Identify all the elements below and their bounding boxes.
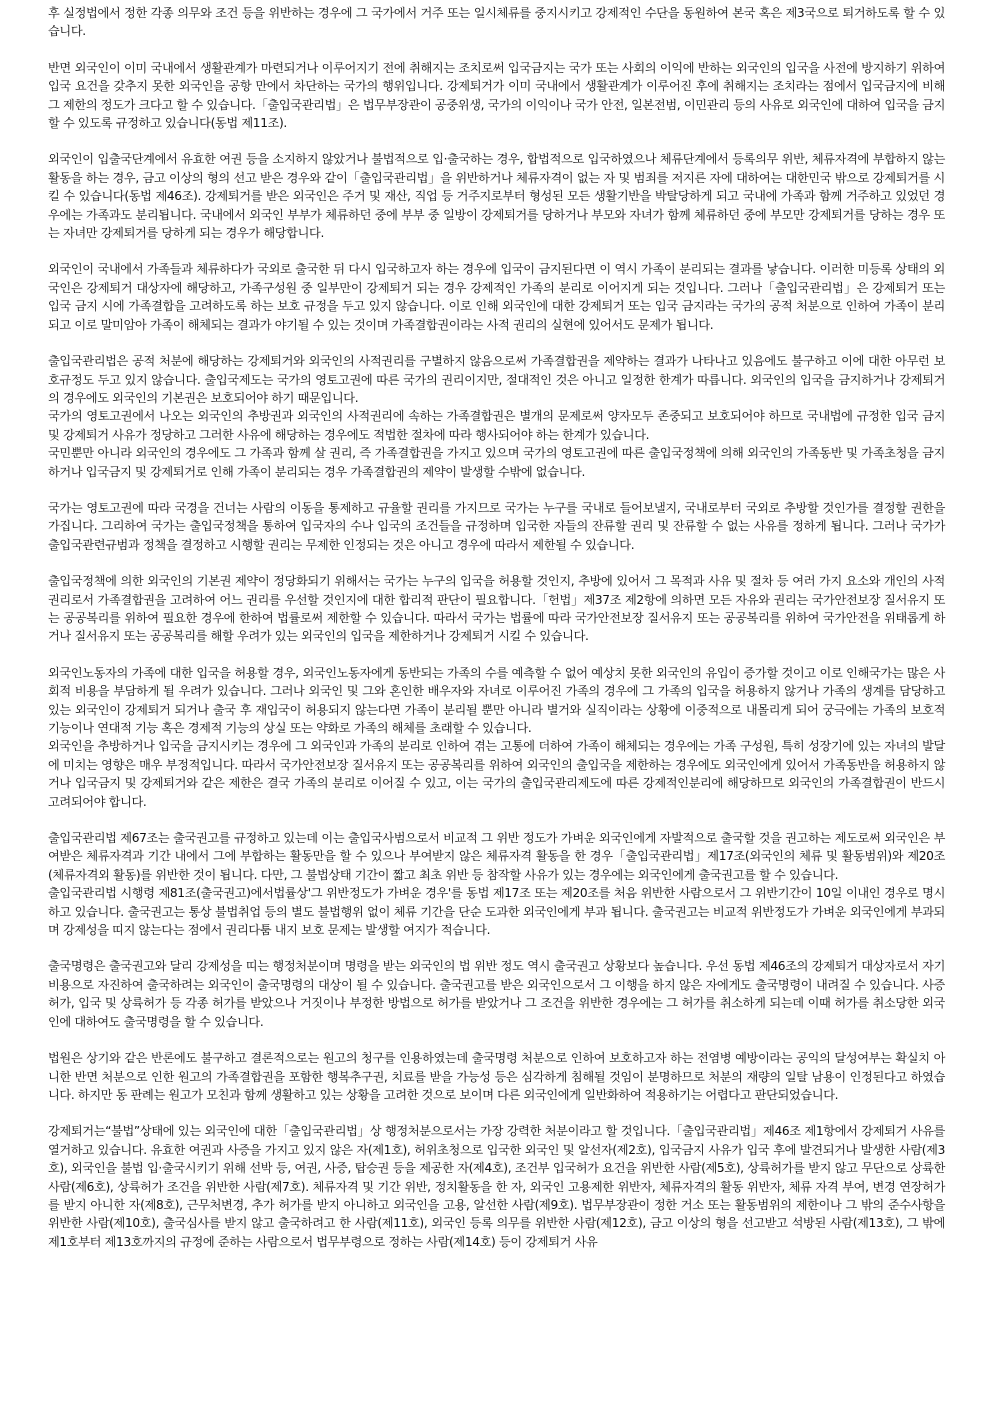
- document-body: [48, 4, 945, 1251]
- body-paragraph: 출입국관리법 제67조는 출국권고를 규정하고 있는데 이는 출입국사범으로서 비교적 그 위반 정도가 가벼운 외국인에게 자발적으로 출국할 것을 권고하는 제도로써 외국인은 부여받은 체류자격과 기간 내에서 그에 부합하는 활동만을 할 수 있으나 부여받지 않은 체류자격 활동을 한 경우「출입국관리법」제17조(외국인의 체류 및 활동범위)와 제20조(체류자격외 활동)를 위반한 것이 됩니다. 다만, 그 불법상태 기간이 짧고 최초 위반 등 참작할 사유가 있는 경우에는 외국인에게 출국권고를 할 수 있습니다.: [48, 831, 945, 882]
- body-paragraph: 반면 외국인이 이미 국내에서 생활관계가 마련되거나 이루어지기 전에 취해지는 조치로써 입국금지는 국가 또는 사회의 이익에 반하는 외국인의 입국을 사전에 방지하기 위하여 입국 요건을 갖추지 못한 외국인을 공항 만에서 차단하는 국가의 행위입니다. 강제퇴거가 이미 국내에서 생활관계가 이루어진 후에 취해지는 조치라는 점에서 입국금지에 비해 그 제한의 정도가 크다고 할 수 있습니다.「출입국관리법」은 법무부장관이 공중위생, 국가의 이익이나 국가 안전, 일본전범, 이민관리 등의 사유로 외국인에 대하여 입국을 금지할 수 있도록 규정하고 있습니다(동법 제11조).: [48, 60, 945, 131]
- body-paragraph: 외국인을 추방하거나 입국을 금지시키는 경우에 그 외국인과 가족의 분리로 인하여 겪는 고통에 더하여 가족이 해체되는 경우에는 가족 구성원, 특히 성장기에 있는 자녀의 발달에 미치는 영향은 매우 부정적입니다. 따라서 국가안전보장 질서유지 또는 공공복리를 위하여 외국인의 출입국을 제한하는 경우에도 외국인에게 있어서 가족동반을 허용하지 않거나 입국금지 및 강제퇴거와 같은 제한은 결국 가족의 분리로 이어질 수 있고, 이는 국가의 출입국관리제도에 따른 강제적인분리에 해당하므로 외국인의 가족결합권이 반드시 고려되어야 합니다.: [48, 739, 945, 809]
- body-paragraph: 법원은 상기와 같은 반론에도 불구하고 결론적으로는 원고의 청구를 인용하였는데 출국명령 처분으로 인하여 보호하고자 하는 전염병 예방이라는 공익의 달성여부는 확실치 아니한 반면 처분으로 인한 원고의 가족결합권을 포함한 행복추구권, 치료를 받을 가능성 등은 심각하게 침해될 것임이 분명하므로 처분의 재량의 일탈 남용이 인정된다고 하였습니다. 하지만 동 판례는 원고가 모친과 함께 생활하고 있는 상황을 고려한 것으로 보이며 다른 외국인에게 일반화하여 적용하기는 어렵다고 판단되었습니다.: [48, 1051, 945, 1102]
- body-paragraph: 후 실정법에서 정한 각종 의무와 조건 등을 위반하는 경우에 그 국가에서 거주 또는 일시체류를 중지시키고 강제적인 수단을 동원하여 본국 혹은 제3국으로 퇴거하도록 할 수 있습니다.: [48, 6, 945, 39]
- body-paragraph: 국가는 영토고권에 따라 국경을 건너는 사람의 이동을 통제하고 규율할 권리를 가지므로 국가는 누구를 국내로 들어보낼지, 국내로부터 국외로 추방할 것인가를 결정할 권한을 가집니다. 그리하여 국가는 출입국정책을 통하여 입국자의 수나 입국의 조건들을 규정하며 입국한 자들의 잔류할 권리 및 잔류할 수 없는 사유를 정하게 됩니다. 그러나 국가가 출입국관련규범과 정책을 결정하고 시행할 권리는 무제한 인정되는 것은 아니고 경우에 따라서 제한될 수 있습니다.: [48, 500, 945, 552]
- body-paragraph: 출입국관리법 시행령 제81조(출국권고)에서법률상'그 위반정도가 가벼운 경우'를 동법 제17조 또는 제20조를 처음 위반한 사람으로서 그 위반기간이 10일 이내인 경우로 명시하고 있습니다. 출국권고는 통상 불법취업 등의 별도 불법행위 없이 체류 기간을 단순 도과한 외국인에게 부과 됩니다. 출국권고는 비교적 위반정도가 가벼운 외국인에게 부과되며 강제성을 띠지 않는다는 점에서 권리다툼 내지 보호 문제는 발생할 여지가 적습니다.: [48, 886, 945, 938]
- body-paragraph: 국민뿐만 아니라 외국인의 경우에도 그 가족과 함께 살 권리, 즉 가족결합권을 가지고 있으며 국가의 영토고권에 따른 출입국정책에 의해 외국인의 가족동반 및 가족초청을 금지하거나 입국금지 및 강제퇴거로 인해 가족이 분리되는 경우 가족결합권의 제약이 발생할 수밖에 없습니다.: [48, 446, 945, 479]
- body-paragraph: 출입국정책에 의한 외국인의 기본권 제약이 정당화되기 위해서는 국가는 누구의 입국을 허용할 것인지, 추방에 있어서 그 목적과 사유 및 절차 등 여러 가지 요소와 개인의 사적권리로서 가족결합권을 고려하여 어느 권리를 우선할 것인지에 대한 합리적 판단이 필요합니다.「헌법」제37조 제2항에 의하면 모든 자유와 권리는 국가안전보장 질서유지 또는 공공복리를 위하여 필요한 경우에 한하여 법률로써 제한할 수 있습니다. 따라서 국가는 법률에 따라 국가안전보장 질서유지 또는 공공복리를 위하여 국가안전을 위태롭게 하거나 질서유지 또는 공공복리를 해할 우려가 있는 외국인의 입국을 제한하거나 강제퇴거 시킬 수 있습니다.: [48, 574, 945, 644]
- body-paragraph: 강제퇴거는“불법”상태에 있는 외국인에 대한「출입국관리법」상 행정처분으로서는 가장 강력한 처분이라고 할 것입니다.「출입국관리법」제46조 제1항에서 강제퇴거 사유를 열거하고 있습니다. 유효한 여권과 사증을 가지고 있지 않은 자(제1호), 허위초청으로 입국한 외국인 및 알선자(제2호), 입국금지 사유가 입국 후에 발견되거나 발생한 사람(제3호), 외국인을 불법 입·출국시키기 위해 선박 등, 여권, 사증, 탑승권 등을 제공한 자(제4호), 조건부 입국허가 요건을 위반한 사람(제5호), 상륙허가를 받지 않고 무단으로 상륙한 사람(제6호), 상륙허가 조건을 위반한 사람(제7호). 체류자격 및 기간 위반, 정치활동을 한 자, 외국인 고용제한 위반자, 체류자격의 활동 위반자, 체류 자격 부여, 변경 연장허가를 받지 아니한 자(제8호), 근무처변경, 추가 허가를 받지 아니하고 외국인을 고용, 알선한 사람(제9호). 법무부장관이 정한 거소 또는 활동범위의 제한이나 그 밖의 준수사항을 위반한 사람(제10호), 출국심사를 받지 않고 출국하려고 한 사람(제11호), 외국인 등록 의무를 위반한 사람(제12호), 금고 이상의 형을 선고받고 석방된 사람(제13호), 그 밖에 제1호부터 제13호까지의 규정에 준하는 사람으로서 법무부령으로 정하는 사람(제14호) 등이 강제퇴거 사유: [48, 1124, 945, 1249]
- body-paragraph: 외국인이 입출국단계에서 유효한 여권 등을 소지하지 않았거나 불법적으로 입·출국하는 경우, 합법적으로 입국하였으나 체류단계에서 등록의무 위반, 체류자격에 부합하지 않는 활동을 하는 경우, 금고 이상의 형의 선고 받은 경우와 같이「출입국관리법」을 위반하거나 체류자격이 없는 자 및 범죄를 저지른 자에 대하여는 대한민국 밖으로 강제퇴거를 시킬 수 있습니다(동법 제46조). 강제퇴거를 받은 외국인은 주거 및 재산, 직업 등 거주지로부터 형성된 모든 생활기반을 박탈당하게 되고 국내에 가족과 함께 거주하고 있었던 경우에는 가족과도 분리됩니다. 국내에서 외국인 부부가 체류하던 중에 부부 중 일방이 강제퇴거를 당하거나 부모와 자녀가 함께 체류하던 중에 부모만 강제퇴거를 당하는 경우 또는 자녀만 강제퇴거를 당하게 되는 경우가 해당합니다.: [48, 152, 945, 241]
- body-paragraph: 외국인노동자의 가족에 대한 입국을 허용할 경우, 외국인노동자에게 동반되는 가족의 수를 예측할 수 없어 예상치 못한 외국인의 유입이 증가할 것이고 이로 인해국가는 많은 사회적 비용을 부담하게 될 우려가 있습니다. 그러나 외국인 및 그와 혼인한 배우자와 자녀로 이루어진 가족의 경우에 그 가족의 입국을 허용하지 않거나 가족의 생계를 담당하고 있는 외국인이 강제퇴거 되거나 출국 후 재입국이 허용되지 않는다면 가족이 분리될 뿐만 아니라 별거와 실직이라는 상황에 이중적으로 내몰리게 되어 궁극에는 가족의 보호적 기능이나 연대적 기능 혹은 경제적 기능의 상실 또는 약화로 가족의 해체를 초래할 수 있습니다.: [48, 665, 945, 735]
- body-paragraph: 국가의 영토고권에서 나오는 외국인의 추방권과 외국인의 사적권리에 속하는 가족결합권은 별개의 문제로써 양자모두 존중되고 보호되어야 하므로 국내법에 규정한 입국 금지 및 강제퇴거 사유가 정당하고 그러한 사유에 해당하는 경우에도 적법한 절차에 따라 행사되어야 하는 한계가 있습니다.: [48, 409, 945, 442]
- body-paragraph: 출입국관리법은 공적 처분에 해당하는 강제퇴거와 외국인의 사적권리를 구별하지 않음으로써 가족결합권을 제약하는 결과가 나타나고 있음에도 불구하고 이에 대한 아무런 보호규정도 두고 있지 않습니다. 출입국제도는 국가의 영토고권에 따른 국가의 권리이지만, 절대적인 것은 아니고 일정한 한계가 따릅니다. 외국인의 입국을 금지하거나 강제퇴거의 경우에도 외국인의 기본권은 보호되어야 하기 때문입니다.: [48, 354, 945, 405]
- body-paragraph: 출국명령은 출국권고와 달리 강제성을 띠는 행정처분이며 명령을 받는 외국인의 법 위반 정도 역시 출국권고 상황보다 높습니다. 우선 동법 제46조의 강제퇴거 대상자로서 자기 비용으로 자진하여 출국하려는 외국인이 출국명령의 대상이 될 수 있습니다. 출국권고를 받은 외국인으로서 그 이행을 하지 않은 자에게도 출국명령이 내려질 수 있습니다. 사증허가, 입국 및 상륙허가 등 각종 허가를 받았으나 거짓이나 부정한 방법으로 허가를 받았거나 그 조건을 위반한 경우에는 그 허가를 취소하게 되는데 이때 허가를 취소당한 외국인에 대하여도 출국명령을 할 수 있습니다.: [48, 959, 945, 1029]
- body-paragraph: 외국인이 국내에서 가족들과 체류하다가 국외로 출국한 뒤 다시 입국하고자 하는 경우에 입국이 금지된다면 이 역시 가족이 분리되는 결과를 낳습니다. 이러한 미등록 상태의 외국인은 강제퇴거 대상자에 해당하고, 가족구성원 중 일부만이 강제퇴거 되는 경우 강제적인 가족의 분리로 이어지게 되는 것입니다. 그러나「출입국관리법」은 강제퇴거 또는 입국 금지 시에 가족결합을 고려하도록 하는 보호 규정을 두고 있지 않습니다. 이로 인해 외국인에 대한 강제퇴거 또는 입국 금지라는 국가의 공적 처분으로 인하여 가족이 분리되고 이로 말미암아 가족이 해체되는 결과가 야기될 수 있는 것이며 가족결합권이라는 사적 권리의 실현에 있어서도 문제가 됩니다.: [48, 262, 945, 332]
